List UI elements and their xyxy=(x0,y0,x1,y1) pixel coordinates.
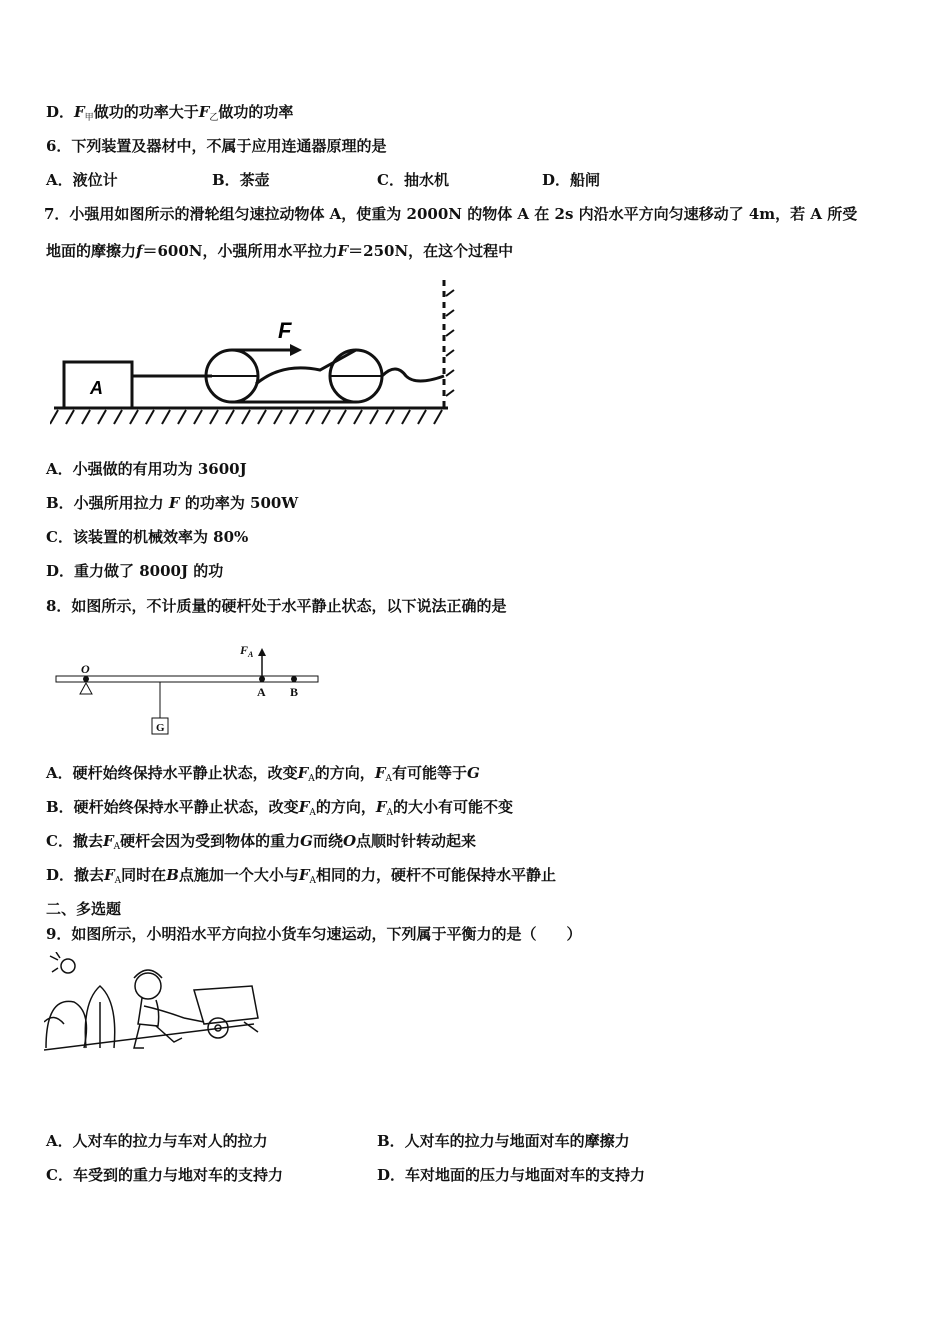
q9-option-d: D．车对地面的压力与地面对车的支持力 xyxy=(377,1166,646,1184)
label-o: O xyxy=(81,662,90,676)
fulcrum-icon xyxy=(80,683,92,694)
q9-stem: 9．如图所示，小明沿水平方向拉小货车匀速运动，下列属于平衡力的是（ ） xyxy=(46,925,582,943)
q7-option-a: A．小强做的有用功为 3600J xyxy=(46,460,247,478)
q6-stem: 6．下列装置及器材中，不属于应用连通器原理的是 xyxy=(46,137,387,155)
q8-stem: 8．如图所示，不计质量的硬杆处于水平静止状态，以下说法正确的是 xyxy=(46,597,507,615)
q8-option-b: B．硬杆始终保持水平静止状态，改变$F_A$的方向，$F_A$的大小有可能不变 xyxy=(46,798,514,818)
force-arrow xyxy=(290,344,302,356)
q6-option-c: C．抽水机 xyxy=(377,171,449,189)
rope-wall xyxy=(382,369,444,381)
point-b xyxy=(291,676,297,682)
q6-option-b: B．茶壶 xyxy=(212,171,270,189)
q8-option-d: D．撤去$F_A$同时在B点施加一个大小与$F_A$相同的力，硬杆不可能保持水平静止 xyxy=(46,866,557,886)
q6-option-a: A．液位计 xyxy=(46,171,118,189)
q9-option-a: A．人对车的拉力与车对人的拉力 xyxy=(46,1132,268,1150)
pulley-figure xyxy=(50,276,460,432)
cart-figure xyxy=(44,952,264,1064)
q7-option-d: D．重力做了 8000J 的功 xyxy=(46,562,224,580)
wall-hatching xyxy=(446,290,454,396)
q6-option-d: D．船闸 xyxy=(542,171,601,189)
q7-option-c: C．该装置的机械效率为 80% xyxy=(46,528,249,546)
lever-figure xyxy=(50,636,330,742)
block-a-label: A xyxy=(90,378,103,398)
pivot-o xyxy=(83,676,89,682)
person-arm xyxy=(144,1006,184,1018)
tree-left xyxy=(46,1001,86,1048)
label-a: A xyxy=(257,685,266,699)
ground-hatching xyxy=(50,410,442,424)
force-fa-arrow xyxy=(258,648,266,656)
q9-option-c: C．车受到的重力与地对车的支持力 xyxy=(46,1166,283,1184)
q8-option-a: A．硬杆始终保持水平静止状态，改变$F_A$的方向，$F_A$有可能等于G xyxy=(46,764,480,784)
sun-rays xyxy=(50,952,60,972)
label-g: G xyxy=(156,722,165,734)
sun-icon xyxy=(61,959,75,973)
q5-option-d: D．$F_甲$做功的功率大于$F_乙$做功的功率 xyxy=(46,103,294,123)
lever-bar xyxy=(56,676,318,682)
force-f-label: F xyxy=(278,318,292,343)
cart-body xyxy=(194,986,258,1024)
person-head xyxy=(135,973,161,999)
person-leg-left xyxy=(134,1024,144,1048)
q8-option-c: C．撤去$F_A$硬杆会因为受到物体的重力G而绕O点顺时针转动起来 xyxy=(46,832,477,852)
person-body xyxy=(138,998,159,1026)
section-title-multiple-choice: 二、多选题 xyxy=(46,900,122,918)
q7-stem-line1: 7．小强用如图所示的滑轮组匀速拉动物体 A，使重为 2000N 的物体 A 在 2s 内沿水平方向匀速移动了 4m，若 A 所受 xyxy=(44,205,858,223)
cart-handle xyxy=(184,1018,204,1022)
label-fa: $F_A$ xyxy=(240,643,254,659)
label-b: B xyxy=(290,685,299,699)
q9-option-b: B．人对车的拉力与地面对车的摩擦力 xyxy=(377,1132,630,1150)
q7-stem-line2: 地面的摩擦力f＝600N，小强所用水平拉力F＝250N，在这个过程中 xyxy=(46,242,514,260)
q7-option-b: B．小强所用拉力 F 的功率为 500W xyxy=(46,494,299,512)
